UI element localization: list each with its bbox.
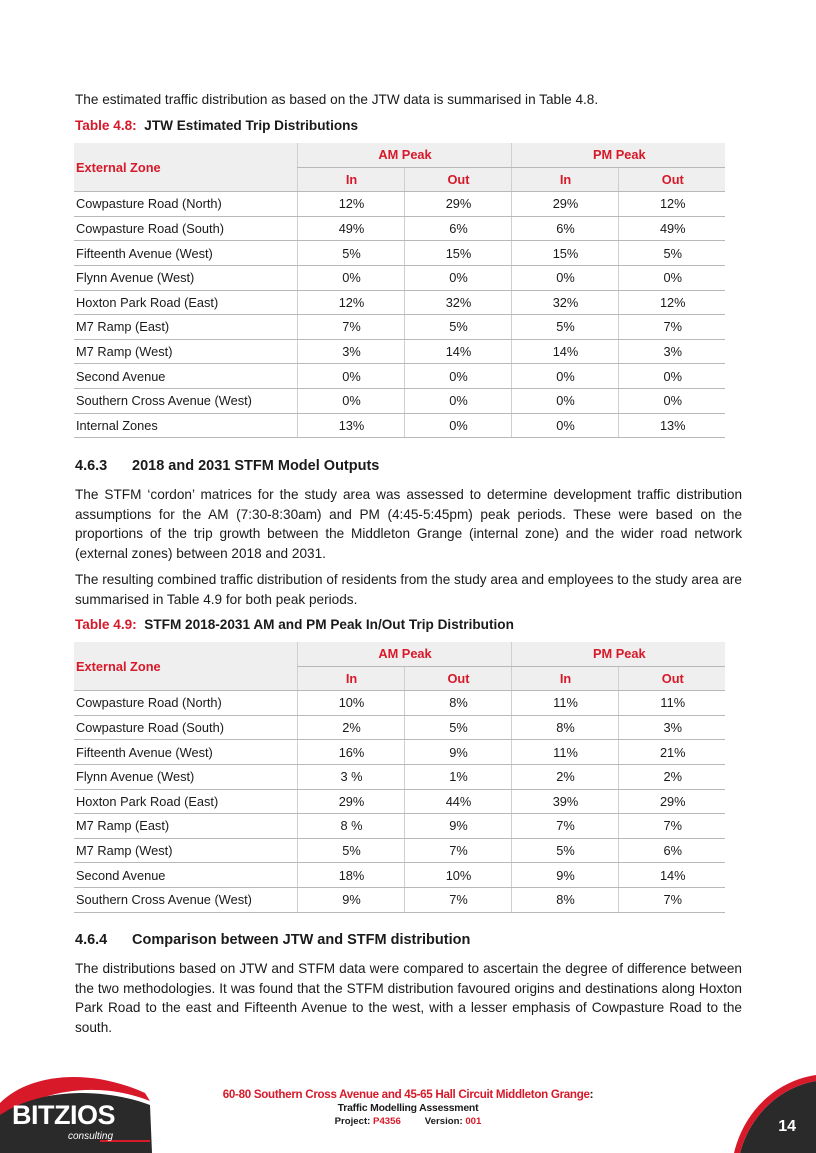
section-4-6-4-heading <box>75 932 470 948</box>
value-cell: 0% <box>511 388 618 413</box>
zone-cell: M7 Ramp (West) <box>74 339 297 364</box>
table-row <box>74 265 725 290</box>
table-row <box>74 388 725 413</box>
value-cell: 0% <box>404 265 511 290</box>
value-cell: 49% <box>618 216 725 241</box>
value-cell: 7% <box>618 887 725 912</box>
table-row <box>74 740 725 765</box>
value-cell: 7% <box>618 814 725 839</box>
zone-cell: Internal Zones <box>74 413 297 438</box>
value-cell: 10% <box>404 863 511 888</box>
value-cell: 1% <box>404 764 511 789</box>
header-am-out: Out <box>404 666 511 691</box>
section-4-6-3-paragraph-1: The STFM ‘cordon’ matrices for the study area was assessed to determine development traffic distribution assumptions for the AM (7:30-8:30am) and PM (4:45-5:45pm) peak periods. These were based on the proportions of the trip growth between the Middleton Grange (internal zone) and the wider road network (external zones) between 2018 and 2031. <box>75 487 742 561</box>
value-cell: 44% <box>404 789 511 814</box>
value-cell: 32% <box>404 290 511 315</box>
value-cell: 6% <box>404 216 511 241</box>
table-row <box>74 764 725 789</box>
table-4-9-caption <box>75 617 514 632</box>
table-row <box>74 691 725 716</box>
value-cell: 6% <box>511 216 618 241</box>
footer-subtitle: Traffic Modelling Assessment <box>337 1103 479 1114</box>
zone-cell: Cowpasture Road (North) <box>74 691 297 716</box>
value-cell: 2% <box>297 715 404 740</box>
value-cell: 2% <box>618 764 725 789</box>
value-cell: 49% <box>297 216 404 241</box>
table-row <box>74 814 725 839</box>
table-row <box>74 241 725 266</box>
value-cell: 15% <box>511 241 618 266</box>
section-number: 4.6.4 <box>75 932 108 948</box>
table-row <box>74 413 725 438</box>
value-cell: 32% <box>511 290 618 315</box>
footer-project-info <box>0 1116 816 1127</box>
value-cell: 0% <box>618 364 725 389</box>
value-cell: 5% <box>618 241 725 266</box>
value-cell: 7% <box>618 315 725 340</box>
project-value: P4356 <box>373 1116 401 1127</box>
value-cell: 5% <box>404 715 511 740</box>
table-row <box>74 290 725 315</box>
value-cell: 9% <box>297 887 404 912</box>
value-cell: 13% <box>297 413 404 438</box>
value-cell: 9% <box>404 740 511 765</box>
footer-colon: : <box>589 1088 594 1101</box>
table-row <box>74 863 725 888</box>
value-cell: 11% <box>511 691 618 716</box>
value-cell: 7% <box>404 887 511 912</box>
zone-cell: Second Avenue <box>74 863 297 888</box>
zone-cell: Cowpasture Road (North) <box>74 192 297 217</box>
value-cell: 0% <box>618 388 725 413</box>
caption-number: Table 4.9: <box>75 617 137 632</box>
header-pm-peak: PM Peak <box>511 642 725 666</box>
value-cell: 12% <box>297 192 404 217</box>
value-cell: 14% <box>511 339 618 364</box>
zone-cell: Cowpasture Road (South) <box>74 715 297 740</box>
footer-project-title-text: 60-80 Southern Cross Avenue and 45-65 Hall Circuit Middleton Grange <box>222 1088 590 1101</box>
zone-cell: Hoxton Park Road (East) <box>74 789 297 814</box>
table-row <box>74 789 725 814</box>
caption-title: JTW Estimated Trip Distributions <box>144 118 359 133</box>
value-cell: 29% <box>511 192 618 217</box>
value-cell: 3% <box>618 715 725 740</box>
value-cell: 16% <box>297 740 404 765</box>
header-external-zone: External Zone <box>74 143 297 192</box>
footer-project-title <box>0 1088 816 1101</box>
value-cell: 8 % <box>297 814 404 839</box>
table-row <box>74 216 725 241</box>
value-cell: 39% <box>511 789 618 814</box>
zone-cell: Southern Cross Avenue (West) <box>74 887 297 912</box>
value-cell: 29% <box>404 192 511 217</box>
zone-cell: Hoxton Park Road (East) <box>74 290 297 315</box>
zone-cell: M7 Ramp (East) <box>74 315 297 340</box>
zone-cell: M7 Ramp (East) <box>74 814 297 839</box>
value-cell: 29% <box>618 789 725 814</box>
table-4-8-caption <box>75 118 358 133</box>
value-cell: 0% <box>511 413 618 438</box>
value-cell: 29% <box>297 789 404 814</box>
header-am-peak: AM Peak <box>297 143 511 167</box>
table-4-8-body <box>74 192 725 438</box>
version-label: Version: <box>424 1116 463 1127</box>
value-cell: 8% <box>511 715 618 740</box>
table-row <box>74 364 725 389</box>
value-cell: 0% <box>511 265 618 290</box>
value-cell: 9% <box>404 814 511 839</box>
value-cell: 13% <box>618 413 725 438</box>
value-cell: 3 % <box>297 764 404 789</box>
value-cell: 0% <box>297 265 404 290</box>
value-cell: 9% <box>511 863 618 888</box>
table-row <box>74 192 725 217</box>
value-cell: 7% <box>404 838 511 863</box>
header-pm-in: In <box>511 666 618 691</box>
zone-cell: M7 Ramp (West) <box>74 838 297 863</box>
section-number: 4.6.3 <box>75 458 108 474</box>
value-cell: 0% <box>618 265 725 290</box>
header-pm-out: Out <box>618 666 725 691</box>
table-row <box>74 838 725 863</box>
zone-cell: Flynn Avenue (West) <box>74 265 297 290</box>
value-cell: 3% <box>618 339 725 364</box>
section-title: 2018 and 2031 STFM Model Outputs <box>132 458 380 474</box>
value-cell: 12% <box>297 290 404 315</box>
caption-number: Table 4.8: <box>75 118 137 133</box>
page-number: 14 <box>778 1118 796 1135</box>
value-cell: 7% <box>511 814 618 839</box>
header-pm-peak: PM Peak <box>511 143 725 167</box>
header-external-zone: External Zone <box>74 642 297 691</box>
value-cell: 12% <box>618 192 725 217</box>
value-cell: 10% <box>297 691 404 716</box>
section-4-6-3-heading <box>75 458 379 474</box>
value-cell: 0% <box>404 364 511 389</box>
value-cell: 11% <box>511 740 618 765</box>
table-row <box>74 315 725 340</box>
value-cell: 5% <box>297 241 404 266</box>
version-value: 001 <box>465 1116 482 1127</box>
header-pm-in: In <box>511 167 618 192</box>
zone-cell: Fifteenth Avenue (West) <box>74 241 297 266</box>
zone-cell: Fifteenth Avenue (West) <box>74 740 297 765</box>
value-cell: 5% <box>511 315 618 340</box>
value-cell: 0% <box>404 388 511 413</box>
value-cell: 14% <box>404 339 511 364</box>
value-cell: 2% <box>511 764 618 789</box>
header-am-out: Out <box>404 167 511 192</box>
value-cell: 5% <box>404 315 511 340</box>
project-label: Project: <box>334 1116 371 1127</box>
header-am-in: In <box>297 666 404 691</box>
value-cell: 0% <box>297 388 404 413</box>
value-cell: 8% <box>404 691 511 716</box>
value-cell: 0% <box>404 413 511 438</box>
value-cell: 5% <box>297 838 404 863</box>
table-4-9 <box>74 642 725 913</box>
value-cell: 11% <box>618 691 725 716</box>
value-cell: 5% <box>511 838 618 863</box>
value-cell: 0% <box>511 364 618 389</box>
value-cell: 18% <box>297 863 404 888</box>
zone-cell: Second Avenue <box>74 364 297 389</box>
value-cell: 3% <box>297 339 404 364</box>
table-4-9-body <box>74 691 725 912</box>
value-cell: 6% <box>618 838 725 863</box>
section-title: Comparison between JTW and STFM distribution <box>132 932 471 948</box>
zone-cell: Southern Cross Avenue (West) <box>74 388 297 413</box>
zone-cell: Flynn Avenue (West) <box>74 764 297 789</box>
value-cell: 0% <box>297 364 404 389</box>
table-4-8 <box>74 143 725 438</box>
value-cell: 21% <box>618 740 725 765</box>
section-4-6-4-paragraph: The distributions based on JTW and STFM data were compared to ascertain the degree of difference between the two methodologies. It was found that the STFM distribution favoured origins and destinations along Hoxton Park Road to the east and Fifteenth Avenue to the west, with a lesser emphasis of Cowpasture Road to the south. <box>75 961 742 1035</box>
header-pm-out: Out <box>618 167 725 192</box>
table-row <box>74 887 725 912</box>
caption-title: STFM 2018-2031 AM and PM Peak In/Out Trip Distribution <box>144 617 514 632</box>
zone-cell: Cowpasture Road (South) <box>74 216 297 241</box>
table-row <box>74 339 725 364</box>
table-row <box>74 715 725 740</box>
logo-wordmark: BITZIOS <box>12 1100 115 1130</box>
intro-text: The estimated traffic distribution as based on the JTW data is summarised in Table 4.8. <box>75 92 599 107</box>
section-4-6-3-paragraph-2: The resulting combined traffic distribution of residents from the study area and employees to the study area are summarised in Table 4.9 for both peak periods. <box>75 572 742 607</box>
value-cell: 12% <box>618 290 725 315</box>
value-cell: 7% <box>297 315 404 340</box>
header-am-in: In <box>297 167 404 192</box>
page-corner-swoosh <box>730 1075 816 1153</box>
value-cell: 15% <box>404 241 511 266</box>
header-am-peak: AM Peak <box>297 642 511 666</box>
logo-subtext: consulting <box>68 1131 114 1142</box>
value-cell: 8% <box>511 887 618 912</box>
value-cell: 14% <box>618 863 725 888</box>
